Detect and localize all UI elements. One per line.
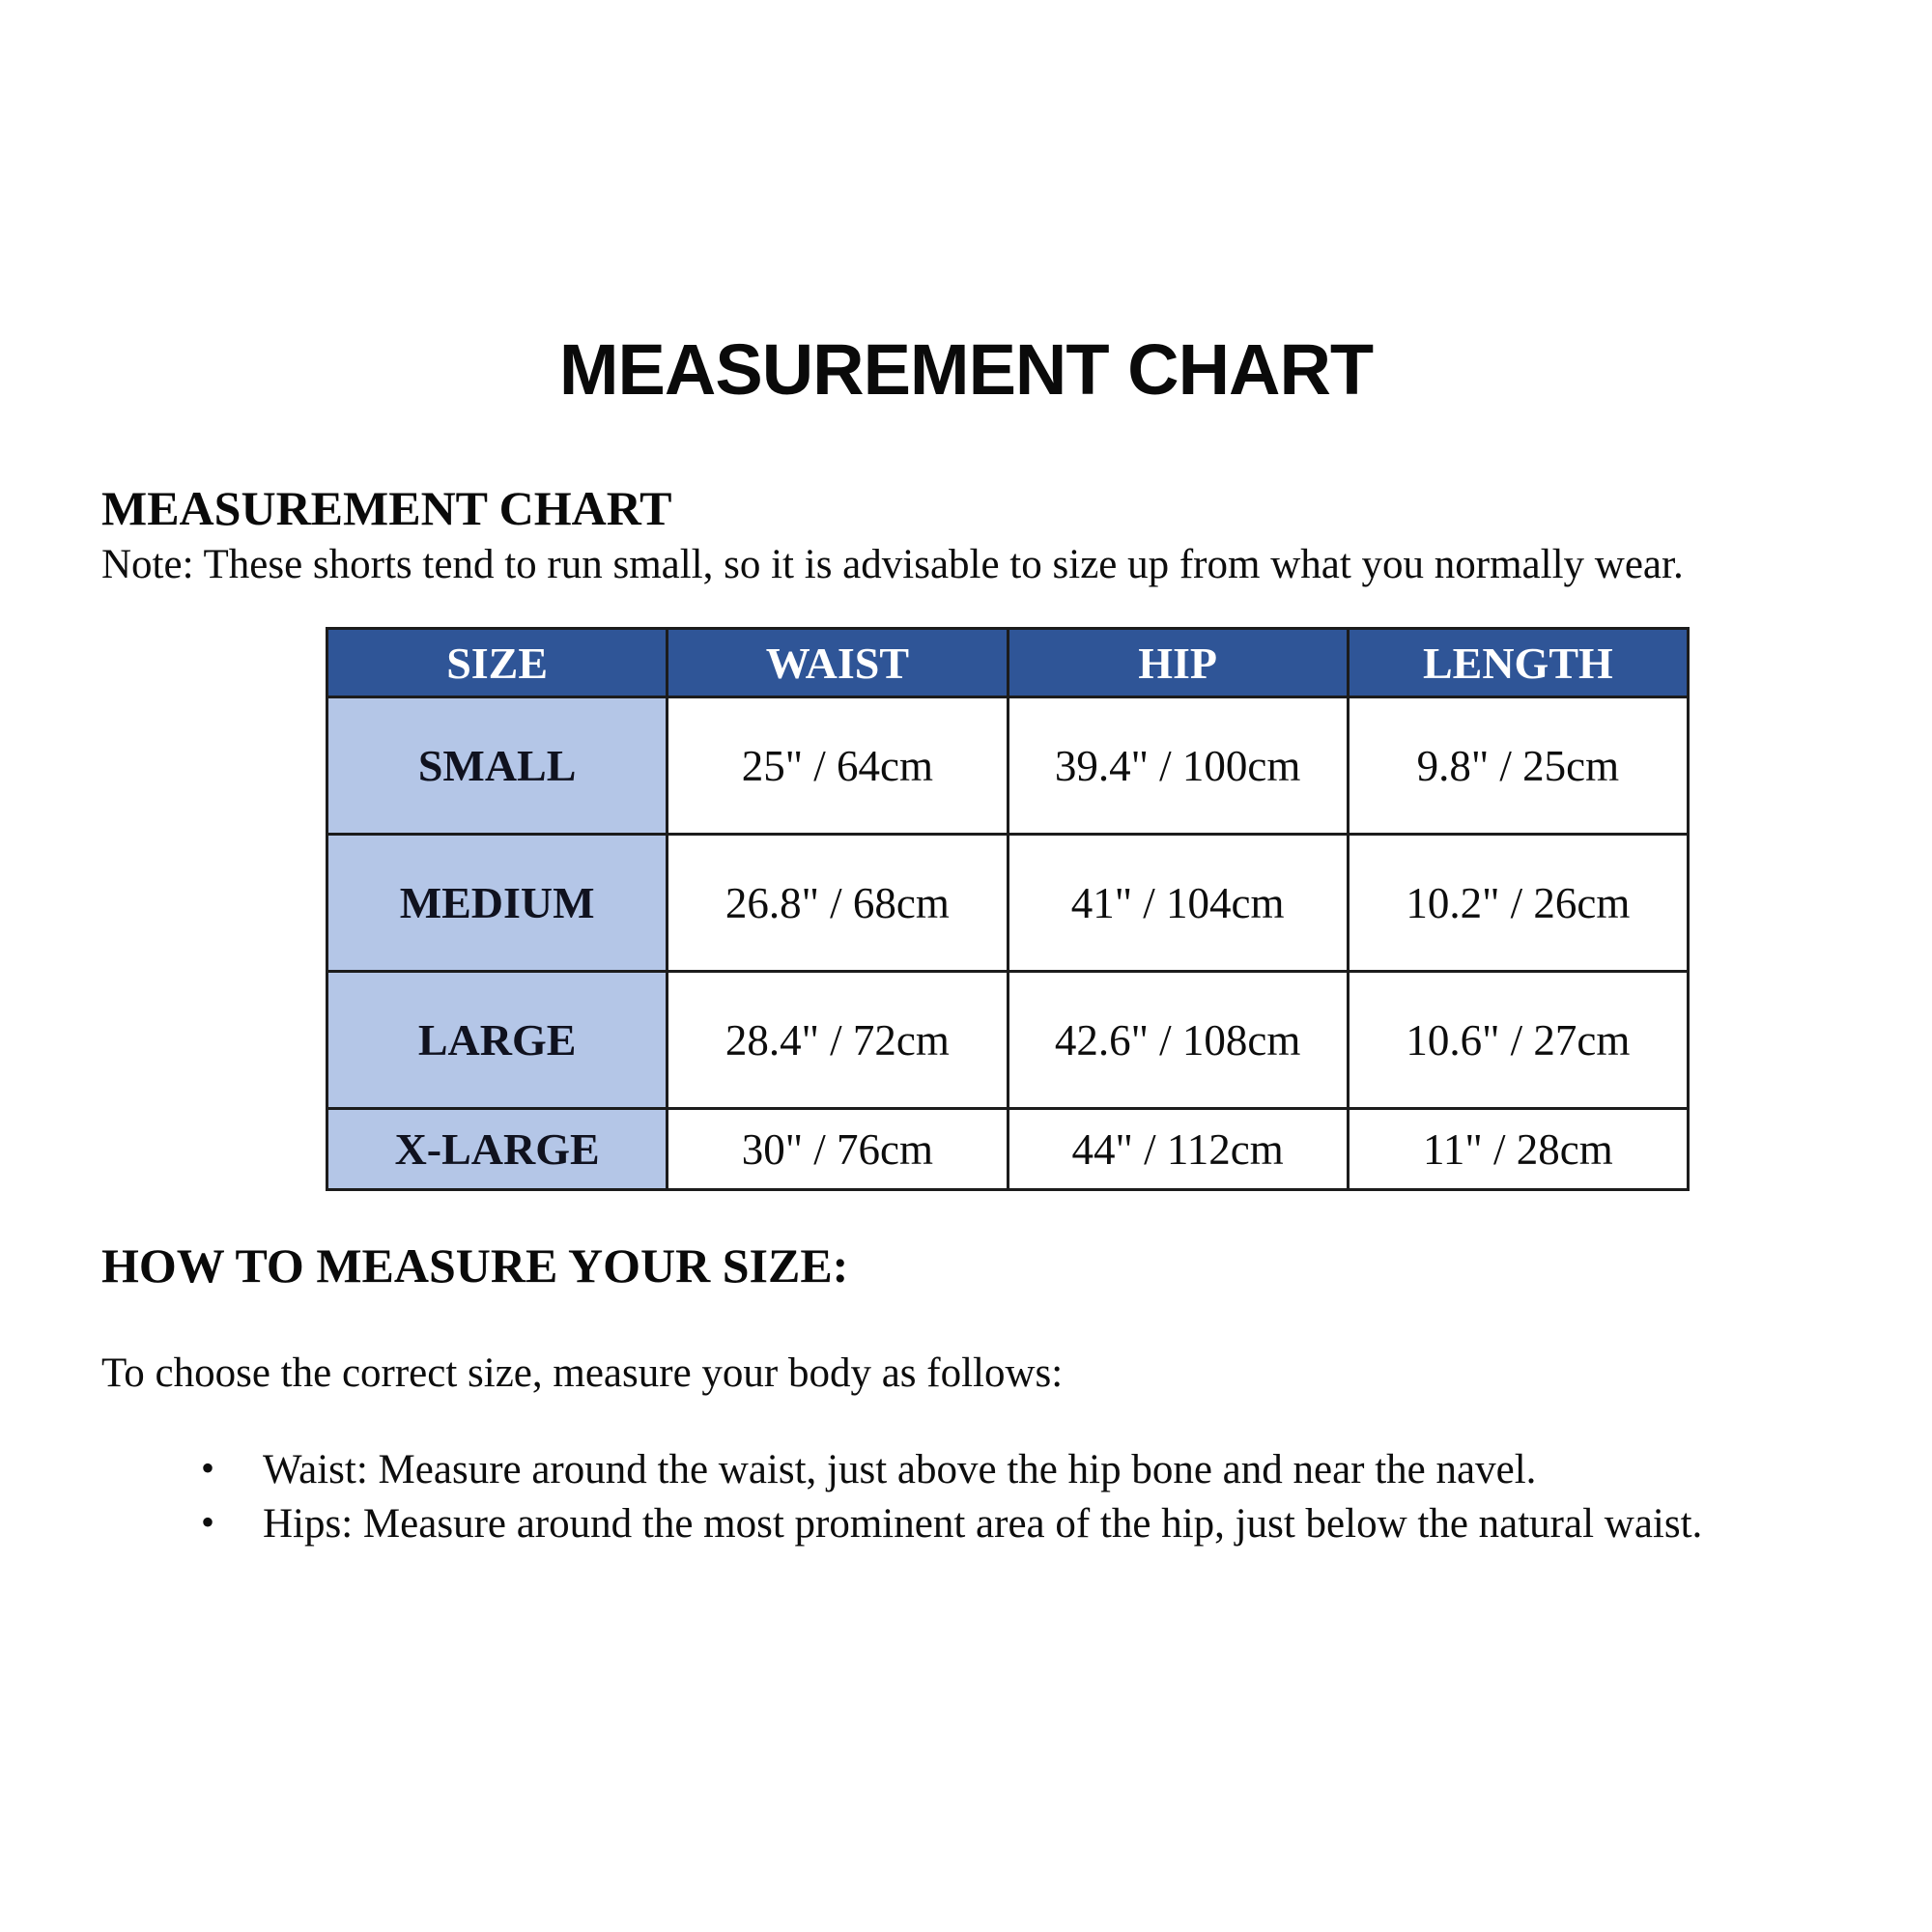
waist-value-cell: 25" / 64cm xyxy=(668,697,1008,835)
waist-value-cell: 30" / 76cm xyxy=(668,1109,1008,1190)
hip-value-cell: 41" / 104cm xyxy=(1008,835,1348,972)
size-label-cell: MEDIUM xyxy=(327,835,668,972)
waist-value-cell: 26.8" / 68cm xyxy=(668,835,1008,972)
hip-value-cell: 42.6" / 108cm xyxy=(1008,972,1348,1109)
table-row-medium xyxy=(327,835,1689,972)
measure-instructions-list xyxy=(201,1443,1845,1551)
length-value-cell: 10.2" / 26cm xyxy=(1348,835,1688,972)
length-value-cell: 10.6" / 27cm xyxy=(1348,972,1688,1109)
length-value-cell: 9.8" / 25cm xyxy=(1348,697,1688,835)
bullet-text-waist: Waist: Measure around the waist, just above the hip bone and near the navel. xyxy=(263,1447,1537,1492)
hip-value-cell: 39.4" / 100cm xyxy=(1008,697,1348,835)
header-cell-size: SIZE xyxy=(327,629,668,697)
measurement-chart-heading: MEASUREMENT CHART xyxy=(101,481,672,535)
how-to-measure-heading: HOW TO MEASURE YOUR SIZE: xyxy=(101,1238,849,1293)
length-value-cell: 11" / 28cm xyxy=(1348,1109,1688,1190)
header-cell-hip: HIP xyxy=(1008,629,1348,697)
bullet-text-hips: Hips: Measure around the most prominent area of the hip, just below the natural waist. xyxy=(263,1501,1703,1547)
size-label-cell: LARGE xyxy=(327,972,668,1109)
table-row-xlarge xyxy=(327,1109,1689,1190)
hip-value-cell: 44" / 112cm xyxy=(1008,1109,1348,1190)
size-measurement-table xyxy=(326,627,1690,1191)
page-title: MEASUREMENT CHART xyxy=(558,329,1374,410)
size-label-cell: X-LARGE xyxy=(327,1109,668,1190)
bullet-item-hips xyxy=(201,1497,1845,1551)
bullet-icon: • xyxy=(201,1500,215,1544)
size-label-cell: SMALL xyxy=(327,697,668,835)
header-cell-length: LENGTH xyxy=(1348,629,1688,697)
table-header-row xyxy=(327,629,1689,697)
waist-value-cell: 28.4" / 72cm xyxy=(668,972,1008,1109)
table-row-small xyxy=(327,697,1689,835)
document-content xyxy=(0,480,1932,1551)
bullet-icon: • xyxy=(201,1446,215,1490)
header-cell-waist: WAIST xyxy=(668,629,1008,697)
how-to-intro-text: To choose the correct size, measure your body as follows: xyxy=(101,1350,1064,1396)
bullet-item-waist xyxy=(201,1443,1845,1497)
table-row-large xyxy=(327,972,1689,1109)
sizing-note: Note: These shorts tend to run small, so it is advisable to size up from what you normally wear. xyxy=(101,542,1684,587)
